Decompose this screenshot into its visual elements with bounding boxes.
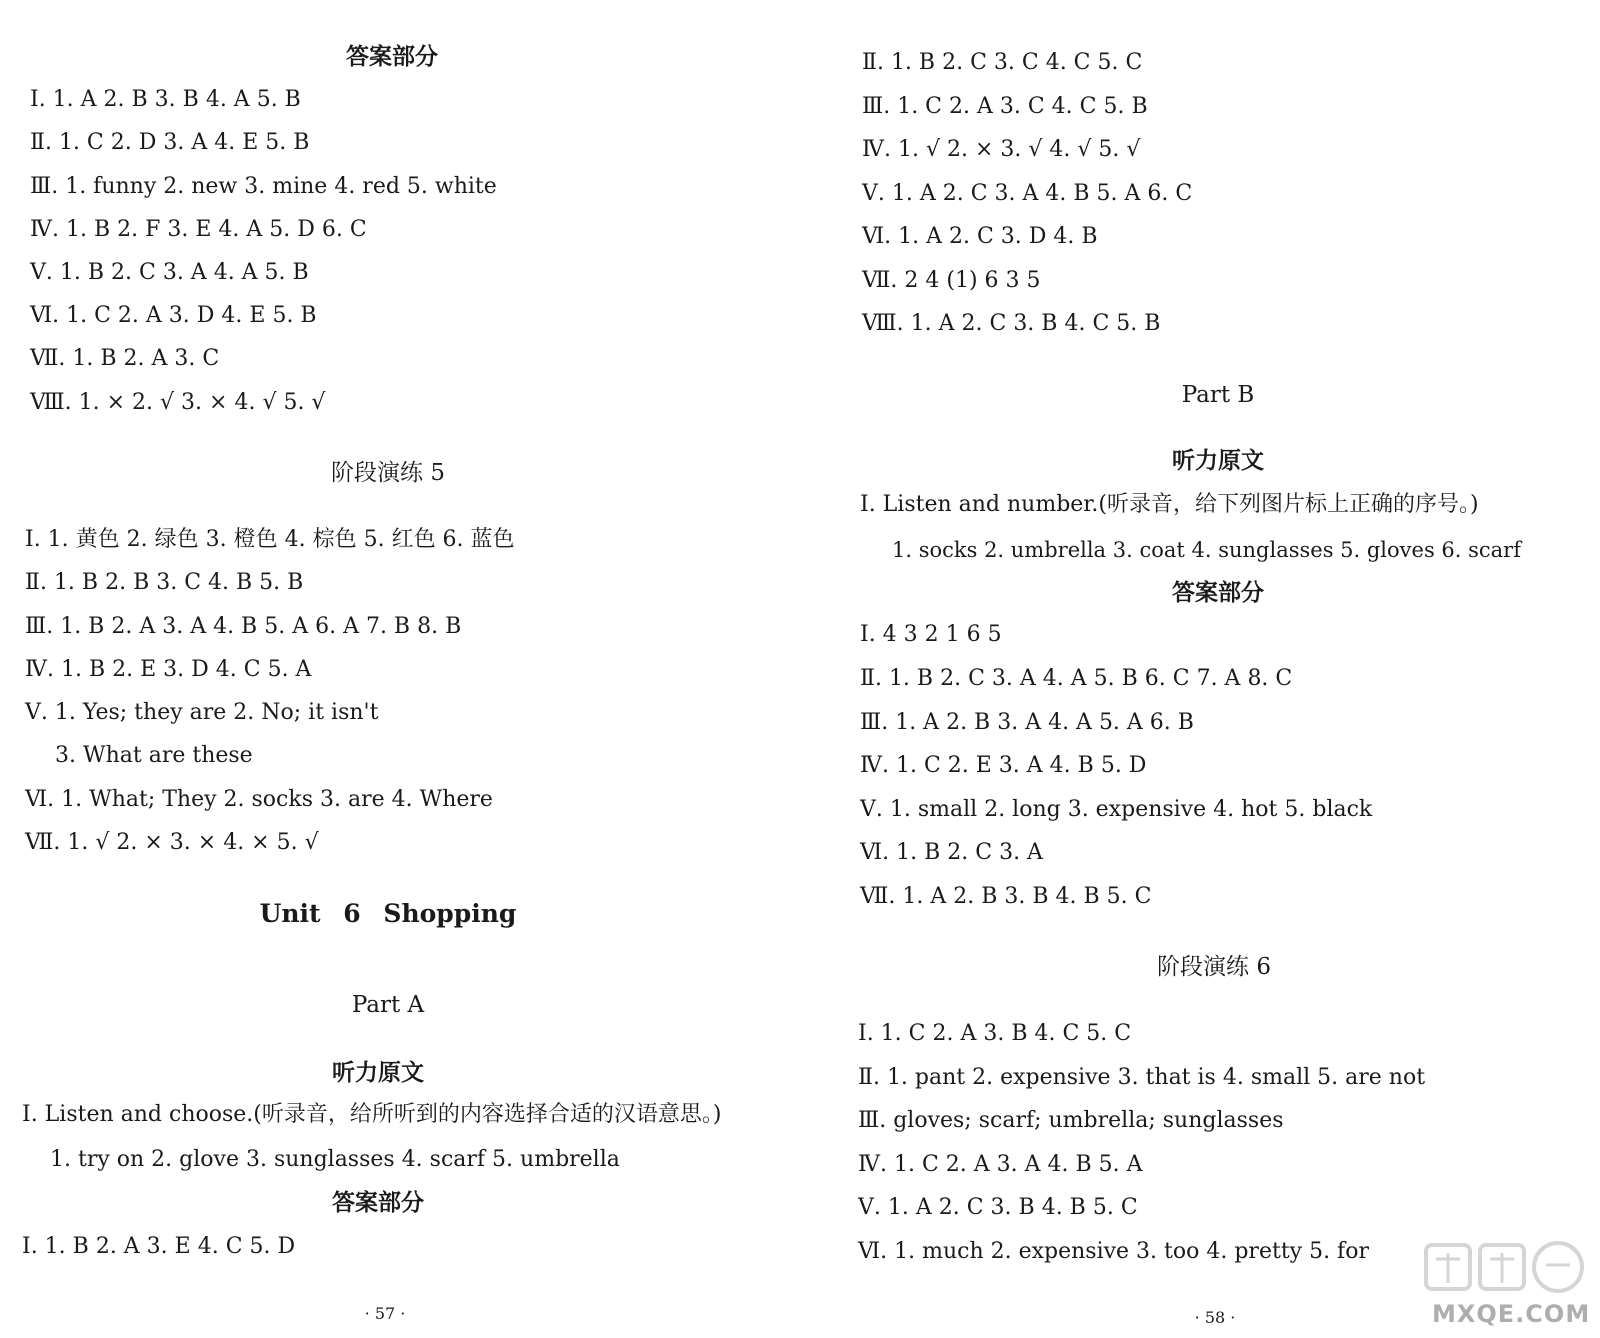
part-title: Part A bbox=[351, 992, 425, 1018]
answer-line: Ⅱ. 1. C 2. D 3. A 4. E 5. B bbox=[30, 130, 310, 155]
answer-line: Ⅵ. 1. C 2. A 3. D 4. E 5. B bbox=[30, 303, 317, 328]
answers-heading: 答案部分 bbox=[332, 1189, 424, 1216]
answer-line: Ⅰ. 1. B 2. A 3. E 4. C 5. D bbox=[22, 1234, 296, 1259]
answer-line: 3. What are these bbox=[55, 743, 253, 768]
answer-line: Ⅴ. 1. B 2. C 3. A 4. A 5. B bbox=[30, 260, 309, 285]
answer-line: Ⅱ. 1. B 2. C 3. C 4. C 5. C bbox=[862, 50, 1143, 75]
answer-line: Ⅰ. 1. 黄色 2. 绿色 3. 橙色 4. 棕色 5. 红色 6. 蓝色 bbox=[25, 527, 515, 552]
answer-line: Ⅶ. 1. A 2. B 3. B 4. B 5. C bbox=[860, 884, 1152, 909]
answer-line: Ⅱ. 1. pant 2. expensive 3. that is 4. small 5. are not bbox=[858, 1065, 1426, 1090]
section-title: 阶段演练 6 bbox=[1157, 954, 1271, 980]
listening-heading: 听力原文 bbox=[332, 1059, 424, 1086]
answer-line: Ⅶ. 1. B 2. A 3. C bbox=[30, 346, 220, 371]
answer-line: Ⅰ. 1. C 2. A 3. B 4. C 5. C bbox=[858, 1021, 1132, 1046]
answer-line: Ⅴ. 1. Yes; they are 2. No; it isn't bbox=[25, 700, 379, 725]
answer-line: Ⅵ. 1. much 2. expensive 3. too 4. pretty 5. for bbox=[858, 1239, 1369, 1264]
listening-instruction: Ⅰ. Listen and number.(听录音，给下列图片标上正确的序号。) bbox=[860, 492, 1479, 517]
answer-line: Ⅳ. 1. C 2. E 3. A 4. B 5. D bbox=[860, 753, 1147, 778]
listening-heading: 听力原文 bbox=[1172, 447, 1264, 474]
answers-heading: 答案部分 bbox=[346, 43, 438, 70]
answer-line: Ⅰ. 4 3 2 1 6 5 bbox=[860, 622, 1002, 647]
unit-title: Unit 6 Shopping bbox=[259, 899, 517, 928]
page-number: · 58 · bbox=[1194, 1308, 1236, 1327]
answer-line: Ⅲ. 1. funny 2. new 3. mine 4. red 5. white bbox=[30, 174, 497, 199]
section-title: 阶段演练 5 bbox=[331, 460, 445, 486]
answer-line: Ⅳ. 1. C 2. A 3. A 4. B 5. A bbox=[858, 1152, 1143, 1177]
answer-line: Ⅶ. 2 4 (1) 6 3 5 bbox=[862, 268, 1041, 293]
answer-line: Ⅷ. 1. A 2. C 3. B 4. C 5. B bbox=[862, 311, 1161, 336]
answers-heading: 答案部分 bbox=[1172, 579, 1264, 606]
answer-line: Ⅳ. 1. B 2. F 3. E 4. A 5. D 6. C bbox=[30, 217, 367, 242]
answer-line: Ⅲ. 1. A 2. B 3. A 4. A 5. A 6. B bbox=[860, 710, 1194, 735]
answer-line: Ⅲ. gloves; scarf; umbrella; sunglasses bbox=[858, 1108, 1284, 1133]
answer-line: Ⅲ. 1. C 2. A 3. C 4. C 5. B bbox=[862, 94, 1148, 119]
answer-line: Ⅱ. 1. B 2. B 3. C 4. B 5. B bbox=[25, 570, 304, 595]
page-number: · 57 · bbox=[364, 1304, 406, 1323]
answer-line: Ⅱ. 1. B 2. C 3. A 4. A 5. B 6. C 7. A 8. C bbox=[860, 666, 1293, 691]
answer-line: Ⅲ. 1. B 2. A 3. A 4. B 5. A 6. A 7. B 8. B bbox=[25, 614, 462, 639]
listening-items: 1. socks 2. umbrella 3. coat 4. sunglasses 5. gloves 6. scarf bbox=[892, 538, 1521, 562]
answer-line: Ⅴ. 1. small 2. long 3. expensive 4. hot 5. black bbox=[860, 797, 1373, 822]
listening-instruction: Ⅰ. Listen and choose.(听录音，给所听到的内容选择合适的汉语意思。) bbox=[22, 1102, 722, 1127]
answer-line: Ⅳ. 1. B 2. E 3. D 4. C 5. A bbox=[25, 657, 312, 682]
answer-line: Ⅵ. 1. B 2. C 3. A bbox=[860, 840, 1043, 865]
answer-line: Ⅵ. 1. A 2. C 3. D 4. B bbox=[862, 224, 1098, 249]
answer-line: Ⅶ. 1. √ 2. × 3. × 4. × 5. √ bbox=[25, 830, 319, 855]
part-title: Part B bbox=[1181, 382, 1255, 408]
right-page bbox=[800, 0, 1600, 1338]
answer-line: Ⅳ. 1. √ 2. × 3. √ 4. √ 5. √ bbox=[862, 137, 1141, 162]
answer-line: Ⅰ. 1. A 2. B 3. B 4. A 5. B bbox=[30, 87, 301, 112]
answer-line: Ⅴ. 1. A 2. C 3. B 4. B 5. C bbox=[858, 1195, 1138, 1220]
answer-line: Ⅵ. 1. What; They 2. socks 3. are 4. Where bbox=[25, 787, 493, 812]
watermark-text: MXQE.COM bbox=[1432, 1300, 1591, 1328]
answer-line: Ⅷ. 1. × 2. √ 3. × 4. √ 5. √ bbox=[30, 390, 326, 415]
answer-line: Ⅴ. 1. A 2. C 3. A 4. B 5. A 6. C bbox=[862, 181, 1193, 206]
listening-items: 1. try on 2. glove 3. sunglasses 4. scarf 5. umbrella bbox=[50, 1147, 620, 1172]
